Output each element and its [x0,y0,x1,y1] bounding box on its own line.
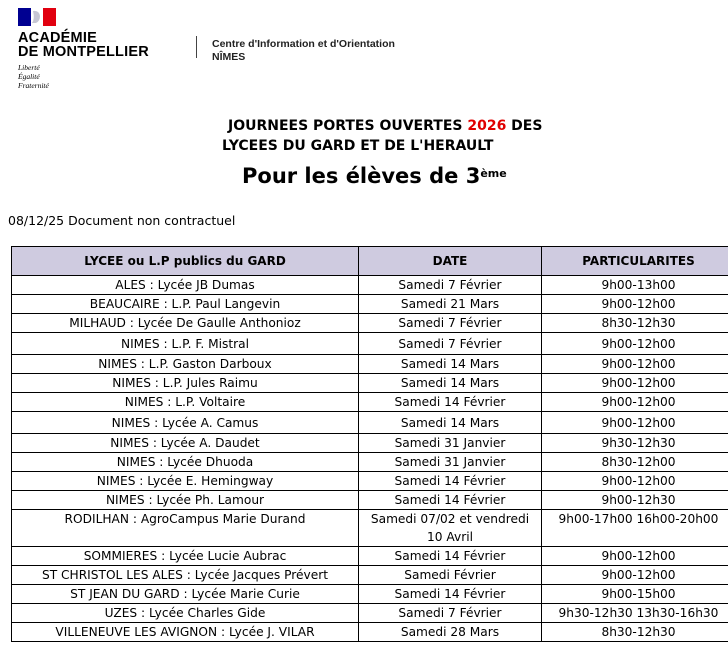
cell-date: Samedi 7 Février [359,314,542,333]
cell-date: Samedi 28 Mars [359,623,542,642]
cell-details: 9h00-12h00 [542,547,728,566]
table-header-row [12,247,728,276]
cell-date: Samedi 14 Mars [359,412,542,434]
table-row [12,566,728,585]
cell-date: Samedi 14 Février [359,472,542,491]
academy-name-line1: ACADÉMIE [18,30,97,46]
cell-details: 8h30-12h30 [542,314,728,333]
cell-details: 8h30-12h00 [542,453,728,472]
cell-date: Samedi 14 Mars [359,374,542,393]
cell-details: 9h00-12h00 [542,393,728,412]
cell-details: 9h00-17h00 16h00-20h00 [542,510,728,547]
cell-date: Samedi 31 Janvier [359,453,542,472]
header-divider [196,36,197,58]
cell-school: NIMES : L.P. Jules Raimu [12,374,359,393]
cell-school: ST CHRISTOL LES ALES : Lycée Jacques Prévert [12,566,359,585]
table-row [12,547,728,566]
cell-school: ALES : Lycée JB Dumas [12,276,359,295]
table-row [12,333,728,355]
cell-school: NIMES : Lycée E. Hemingway [12,472,359,491]
cell-school: NIMES : Lycée A. Camus [12,412,359,434]
document-note: 08/12/25 Document non contractuel [8,213,236,228]
cell-details: 9h00-12h00 [542,374,728,393]
title-line1 [228,118,542,135]
cell-school: NIMES : Lycée Ph. Lamour [12,491,359,510]
cell-date: Samedi 7 Février [359,604,542,623]
cell-school: ST JEAN DU GARD : Lycée Marie Curie [12,585,359,604]
column-header-details: PARTICULARITES [542,247,728,276]
academy-name-line2: DE MONTPELLIER [18,44,149,60]
cell-details: 9h00-12h00 [542,566,728,585]
cell-school: MILHAUD : Lycée De Gaulle Anthonioz [12,314,359,333]
title-line1-suffix: DES [506,118,543,134]
table-body [12,276,728,642]
cell-school: NIMES : L.P. Gaston Darboux [12,355,359,374]
cell-date: Samedi 14 Février [359,491,542,510]
title-line3-sup: ème [480,167,507,180]
cell-date: Samedi 14 Mars [359,355,542,374]
motto-fraternite: Fraternité [18,81,49,90]
cell-school: NIMES : L.P. F. Mistral [12,333,359,355]
table-row [12,374,728,393]
cell-details: 9h00-12h00 [542,355,728,374]
cell-details: 9h30-12h30 13h30-16h30 [542,604,728,623]
table-row [12,412,728,434]
table-row [12,314,728,333]
cell-school: UZES : Lycée Charles Gide [12,604,359,623]
cell-date: Samedi Février [359,566,542,585]
cell-details: 9h00-15h00 [542,585,728,604]
motto-liberte: Liberté [18,63,40,72]
cell-date: Samedi 21 Mars [359,295,542,314]
table-row [12,472,728,491]
cell-details: 9h00-12h00 [542,295,728,314]
cell-school: NIMES : Lycée A. Daudet [12,434,359,453]
cio-name: Centre d'Information et d'Orientation [212,38,395,50]
title-line1-prefix: JOURNEES PORTES OUVERTES [228,118,468,134]
cell-details: 9h30-12h30 [542,434,728,453]
column-header-date: DATE [359,247,542,276]
cell-details: 9h00-12h00 [542,472,728,491]
table-row [12,491,728,510]
table-row [12,393,728,412]
table-row [12,623,728,642]
cell-date: Samedi 31 Janvier [359,434,542,453]
cell-school: SOMMIERES : Lycée Lucie Aubrac [12,547,359,566]
table-row [12,276,728,295]
table-row [12,510,728,547]
table-row [12,453,728,472]
cell-school: RODILHAN : AgroCampus Marie Durand [12,510,359,547]
cell-school: VILLENEUVE LES AVIGNON : Lycée J. VILAR [12,623,359,642]
cell-date: Samedi 07/02 et vendredi 10 Avril [359,510,542,547]
cell-date: Samedi 14 Février [359,547,542,566]
title-year: 2026 [467,118,507,134]
table-row [12,434,728,453]
republic-flag-logo [18,8,56,26]
cell-details: 9h00-12h00 [542,412,728,434]
cell-details: 9h00-13h00 [542,276,728,295]
cell-school: NIMES : Lycée Dhuoda [12,453,359,472]
motto-egalite: Égalité [18,72,40,81]
flag-red-band [43,8,56,26]
cell-details: 9h00-12h00 [542,333,728,355]
table-row [12,604,728,623]
title-line2: LYCEES DU GARD ET DE L'HERAULT [222,138,494,154]
cell-details: 9h00-12h30 [542,491,728,510]
cell-school: BEAUCAIRE : L.P. Paul Langevin [12,295,359,314]
table-row [12,585,728,604]
cell-details: 8h30-12h30 [542,623,728,642]
flag-blue-band [18,8,31,26]
cell-date: Samedi 7 Février [359,276,542,295]
open-days-table [11,246,728,642]
cell-date: Samedi 14 Février [359,393,542,412]
column-header-school: LYCEE ou L.P publics du GARD [12,247,359,276]
cio-city: NÎMES [212,51,246,63]
title-line3-text: Pour les élèves de 3 [242,164,481,188]
cell-date: Samedi 7 Février [359,333,542,355]
table-row [12,355,728,374]
title-line3 [242,163,507,189]
cell-date: Samedi 14 Février [359,585,542,604]
table-row [12,295,728,314]
cell-school: NIMES : L.P. Voltaire [12,393,359,412]
